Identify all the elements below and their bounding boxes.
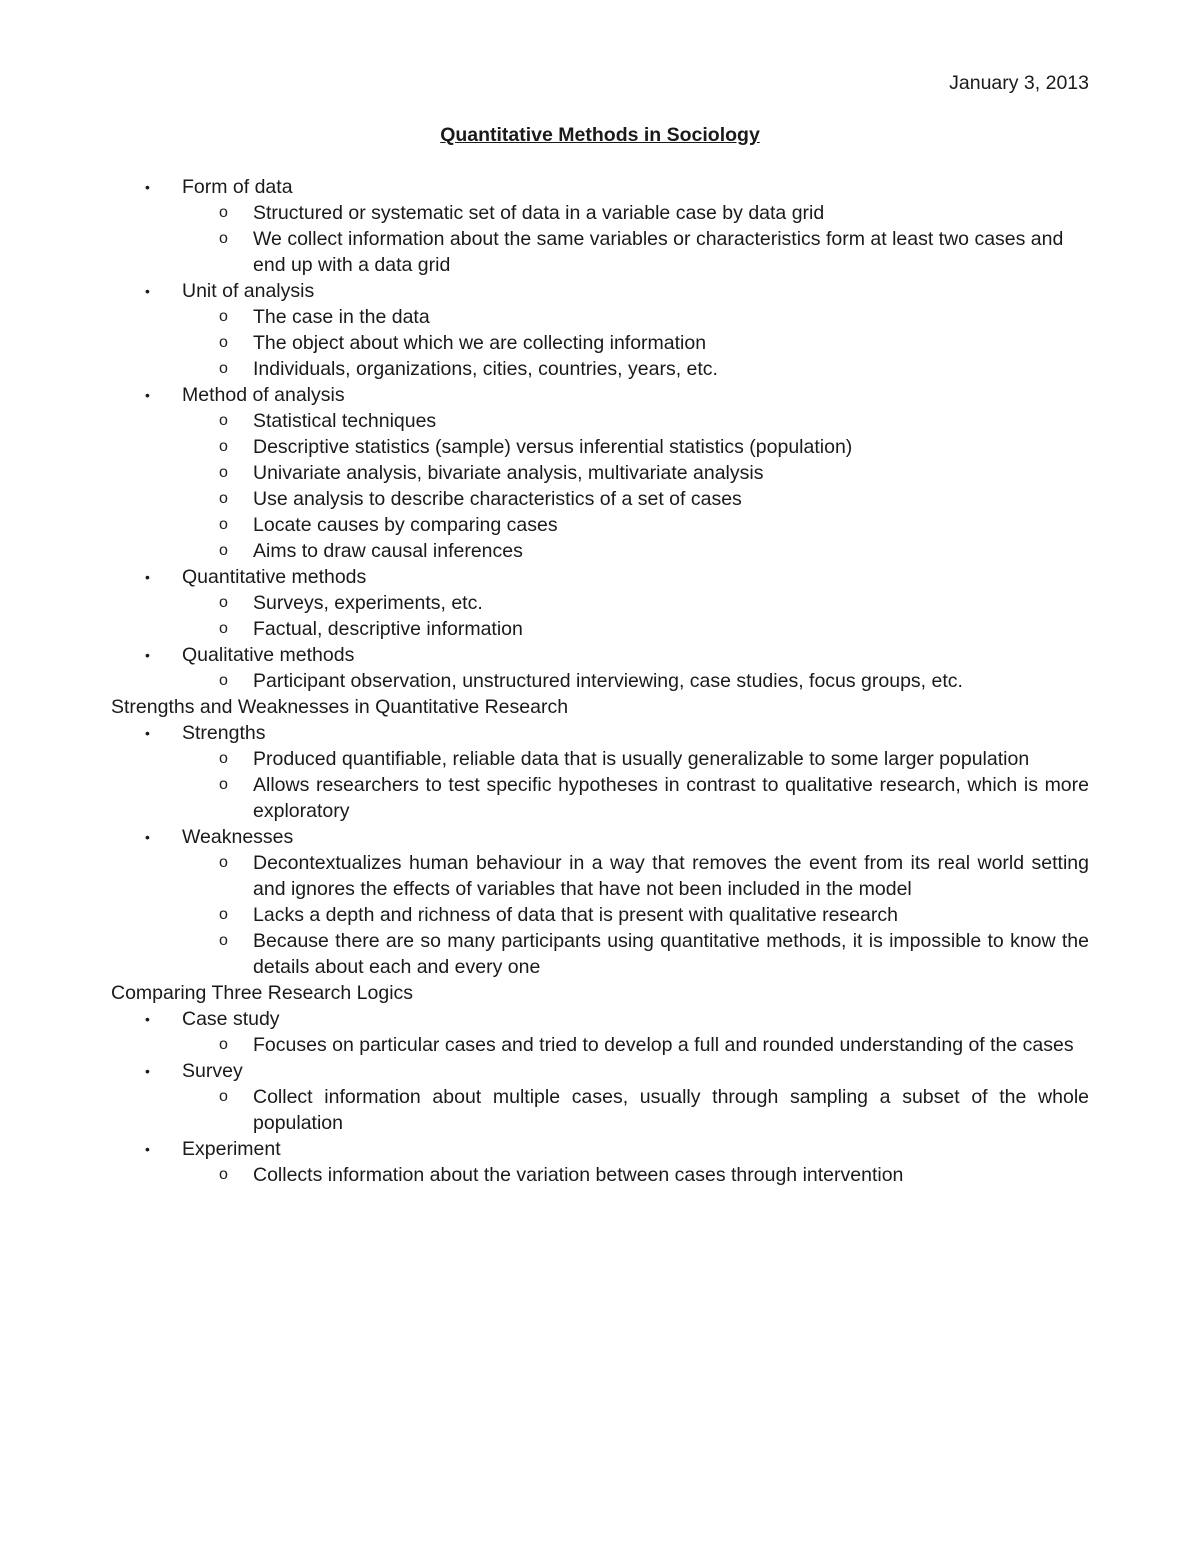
circle-bullet-icon: o bbox=[219, 464, 228, 481]
sub-list bbox=[182, 1032, 1089, 1058]
circle-bullet-icon: o bbox=[219, 1166, 228, 1183]
sub-list-item bbox=[111, 226, 1089, 278]
sub-item-text: Use analysis to describe characteristics of a set of cases bbox=[253, 488, 742, 510]
sub-list-item bbox=[111, 772, 1089, 824]
circle-bullet-icon: o bbox=[219, 672, 228, 689]
circle-bullet-icon: o bbox=[219, 906, 228, 923]
sub-list-item bbox=[111, 1084, 1089, 1136]
list-item-label: Strengths bbox=[182, 722, 266, 744]
sub-item-text: Produced quantifiable, reliable data that is usually generalizable to some larger population bbox=[253, 748, 1030, 770]
bullet-icon: • bbox=[145, 569, 150, 585]
document-body bbox=[111, 174, 1089, 1188]
section-heading-strengths-weaknesses: Strengths and Weaknesses in Quantitative Research bbox=[111, 696, 569, 718]
sub-item-text: Structured or systematic set of data in a variable case by data grid bbox=[253, 202, 825, 224]
sub-list bbox=[182, 850, 1089, 980]
list-item-label: Form of data bbox=[182, 176, 293, 198]
sub-list-item bbox=[111, 538, 1089, 564]
section-3-list bbox=[111, 1006, 1089, 1188]
sub-list-item bbox=[111, 850, 1089, 902]
sub-list bbox=[182, 1084, 1089, 1136]
list-item-label: Weaknesses bbox=[182, 826, 294, 848]
sub-item-text: Decontextualizes human behaviour in a way that removes the event from its real world setting and ignores the effects of variables that have not been included in the model bbox=[253, 852, 1089, 900]
list-item bbox=[111, 278, 1089, 382]
sub-list-item bbox=[111, 616, 1089, 642]
sub-list bbox=[182, 746, 1089, 824]
sub-item-text: Factual, descriptive information bbox=[253, 618, 523, 640]
sub-list bbox=[182, 668, 1089, 694]
sub-item-text: Focuses on particular cases and tried to develop a full and rounded understanding of the cases bbox=[253, 1034, 1074, 1056]
list-item-label: Survey bbox=[182, 1060, 243, 1082]
sub-list-item bbox=[111, 1162, 1089, 1188]
sub-item-text: Statistical techniques bbox=[253, 410, 437, 432]
sub-item-text: Aims to draw causal inferences bbox=[253, 540, 523, 562]
sub-list-item bbox=[111, 1032, 1089, 1058]
circle-bullet-icon: o bbox=[219, 412, 228, 429]
sub-list-item bbox=[111, 200, 1089, 226]
sub-item-text: Because there are so many participants using quantitative methods, it is impossible to know the details about each and every one bbox=[253, 930, 1089, 978]
circle-bullet-icon: o bbox=[219, 542, 228, 559]
list-item bbox=[111, 1006, 1089, 1058]
sub-item-text: Collect information about multiple cases, usually through sampling a subset of the whole population bbox=[253, 1086, 1089, 1134]
circle-bullet-icon: o bbox=[219, 490, 228, 507]
document-title: Quantitative Methods in Sociology bbox=[440, 124, 760, 146]
list-item-label: Quantitative methods bbox=[182, 566, 367, 588]
sub-list-item bbox=[111, 902, 1089, 928]
sub-item-text: Surveys, experiments, etc. bbox=[253, 592, 483, 614]
sub-list-item bbox=[111, 304, 1089, 330]
list-item bbox=[111, 564, 1089, 642]
sub-item-text: Locate causes by comparing cases bbox=[253, 514, 558, 536]
circle-bullet-icon: o bbox=[219, 750, 228, 767]
bullet-icon: • bbox=[145, 1063, 150, 1079]
bullet-icon: • bbox=[145, 1141, 150, 1157]
bullet-icon: • bbox=[145, 1011, 150, 1027]
circle-bullet-icon: o bbox=[219, 438, 228, 455]
circle-bullet-icon: o bbox=[219, 1088, 228, 1105]
sub-list bbox=[182, 304, 1089, 382]
sub-item-text: The case in the data bbox=[253, 306, 430, 328]
list-item-label: Unit of analysis bbox=[182, 280, 315, 302]
circle-bullet-icon: o bbox=[219, 776, 228, 793]
list-item bbox=[111, 642, 1089, 694]
sub-list bbox=[182, 1162, 1089, 1188]
sub-item-text: Allows researchers to test specific hypotheses in contrast to qualitative research, which is more exploratory bbox=[253, 774, 1089, 822]
circle-bullet-icon: o bbox=[219, 854, 228, 871]
list-item-label: Experiment bbox=[182, 1138, 281, 1160]
bullet-icon: • bbox=[145, 829, 150, 845]
bullet-icon: • bbox=[145, 387, 150, 403]
bullet-icon: • bbox=[145, 725, 150, 741]
section-heading-research-logics: Comparing Three Research Logics bbox=[111, 982, 414, 1004]
circle-bullet-icon: o bbox=[219, 620, 228, 637]
sub-list-item bbox=[111, 668, 1089, 694]
list-item bbox=[111, 382, 1089, 564]
sub-list bbox=[182, 408, 1089, 564]
sub-list-item bbox=[111, 746, 1089, 772]
bullet-icon: • bbox=[145, 283, 150, 299]
sub-item-text: Individuals, organizations, cities, countries, years, etc. bbox=[253, 358, 718, 380]
document-date: January 3, 2013 bbox=[949, 72, 1089, 94]
circle-bullet-icon: o bbox=[219, 932, 228, 949]
sub-item-text: Lacks a depth and richness of data that is present with qualitative research bbox=[253, 904, 898, 926]
circle-bullet-icon: o bbox=[219, 516, 228, 533]
bullet-icon: • bbox=[145, 179, 150, 195]
sub-list-item bbox=[111, 356, 1089, 382]
circle-bullet-icon: o bbox=[219, 594, 228, 611]
sub-item-text: Collects information about the variation between cases through intervention bbox=[253, 1164, 904, 1186]
sub-item-text: We collect information about the same variables or characteristics form at least two cases and end up with a data grid bbox=[253, 228, 1064, 276]
circle-bullet-icon: o bbox=[219, 230, 228, 247]
sub-list-item bbox=[111, 330, 1089, 356]
list-item bbox=[111, 174, 1089, 278]
list-item bbox=[111, 1058, 1089, 1136]
list-item-label: Qualitative methods bbox=[182, 644, 355, 666]
section-1-list bbox=[111, 174, 1089, 694]
circle-bullet-icon: o bbox=[219, 360, 228, 377]
list-item bbox=[111, 1136, 1089, 1188]
circle-bullet-icon: o bbox=[219, 1036, 228, 1053]
section-2-list bbox=[111, 720, 1089, 980]
sub-item-text: Descriptive statistics (sample) versus inferential statistics (population) bbox=[253, 436, 853, 458]
sub-list-item bbox=[111, 486, 1089, 512]
sub-list-item bbox=[111, 590, 1089, 616]
list-item-label: Case study bbox=[182, 1008, 280, 1030]
sub-list-item bbox=[111, 928, 1089, 980]
sub-item-text: Participant observation, unstructured interviewing, case studies, focus groups, etc. bbox=[253, 670, 963, 692]
list-item-label: Method of analysis bbox=[182, 384, 345, 406]
sub-item-text: Univariate analysis, bivariate analysis, multivariate analysis bbox=[253, 462, 764, 484]
sub-list-item bbox=[111, 434, 1089, 460]
list-item bbox=[111, 824, 1089, 980]
bullet-icon: • bbox=[145, 647, 150, 663]
list-item bbox=[111, 720, 1089, 824]
sub-list-item bbox=[111, 512, 1089, 538]
sub-list bbox=[182, 200, 1089, 278]
circle-bullet-icon: o bbox=[219, 204, 228, 221]
circle-bullet-icon: o bbox=[219, 334, 228, 351]
sub-list bbox=[182, 590, 1089, 642]
circle-bullet-icon: o bbox=[219, 308, 228, 325]
sub-list-item bbox=[111, 408, 1089, 434]
sub-list-item bbox=[111, 460, 1089, 486]
sub-item-text: The object about which we are collecting information bbox=[253, 332, 707, 354]
